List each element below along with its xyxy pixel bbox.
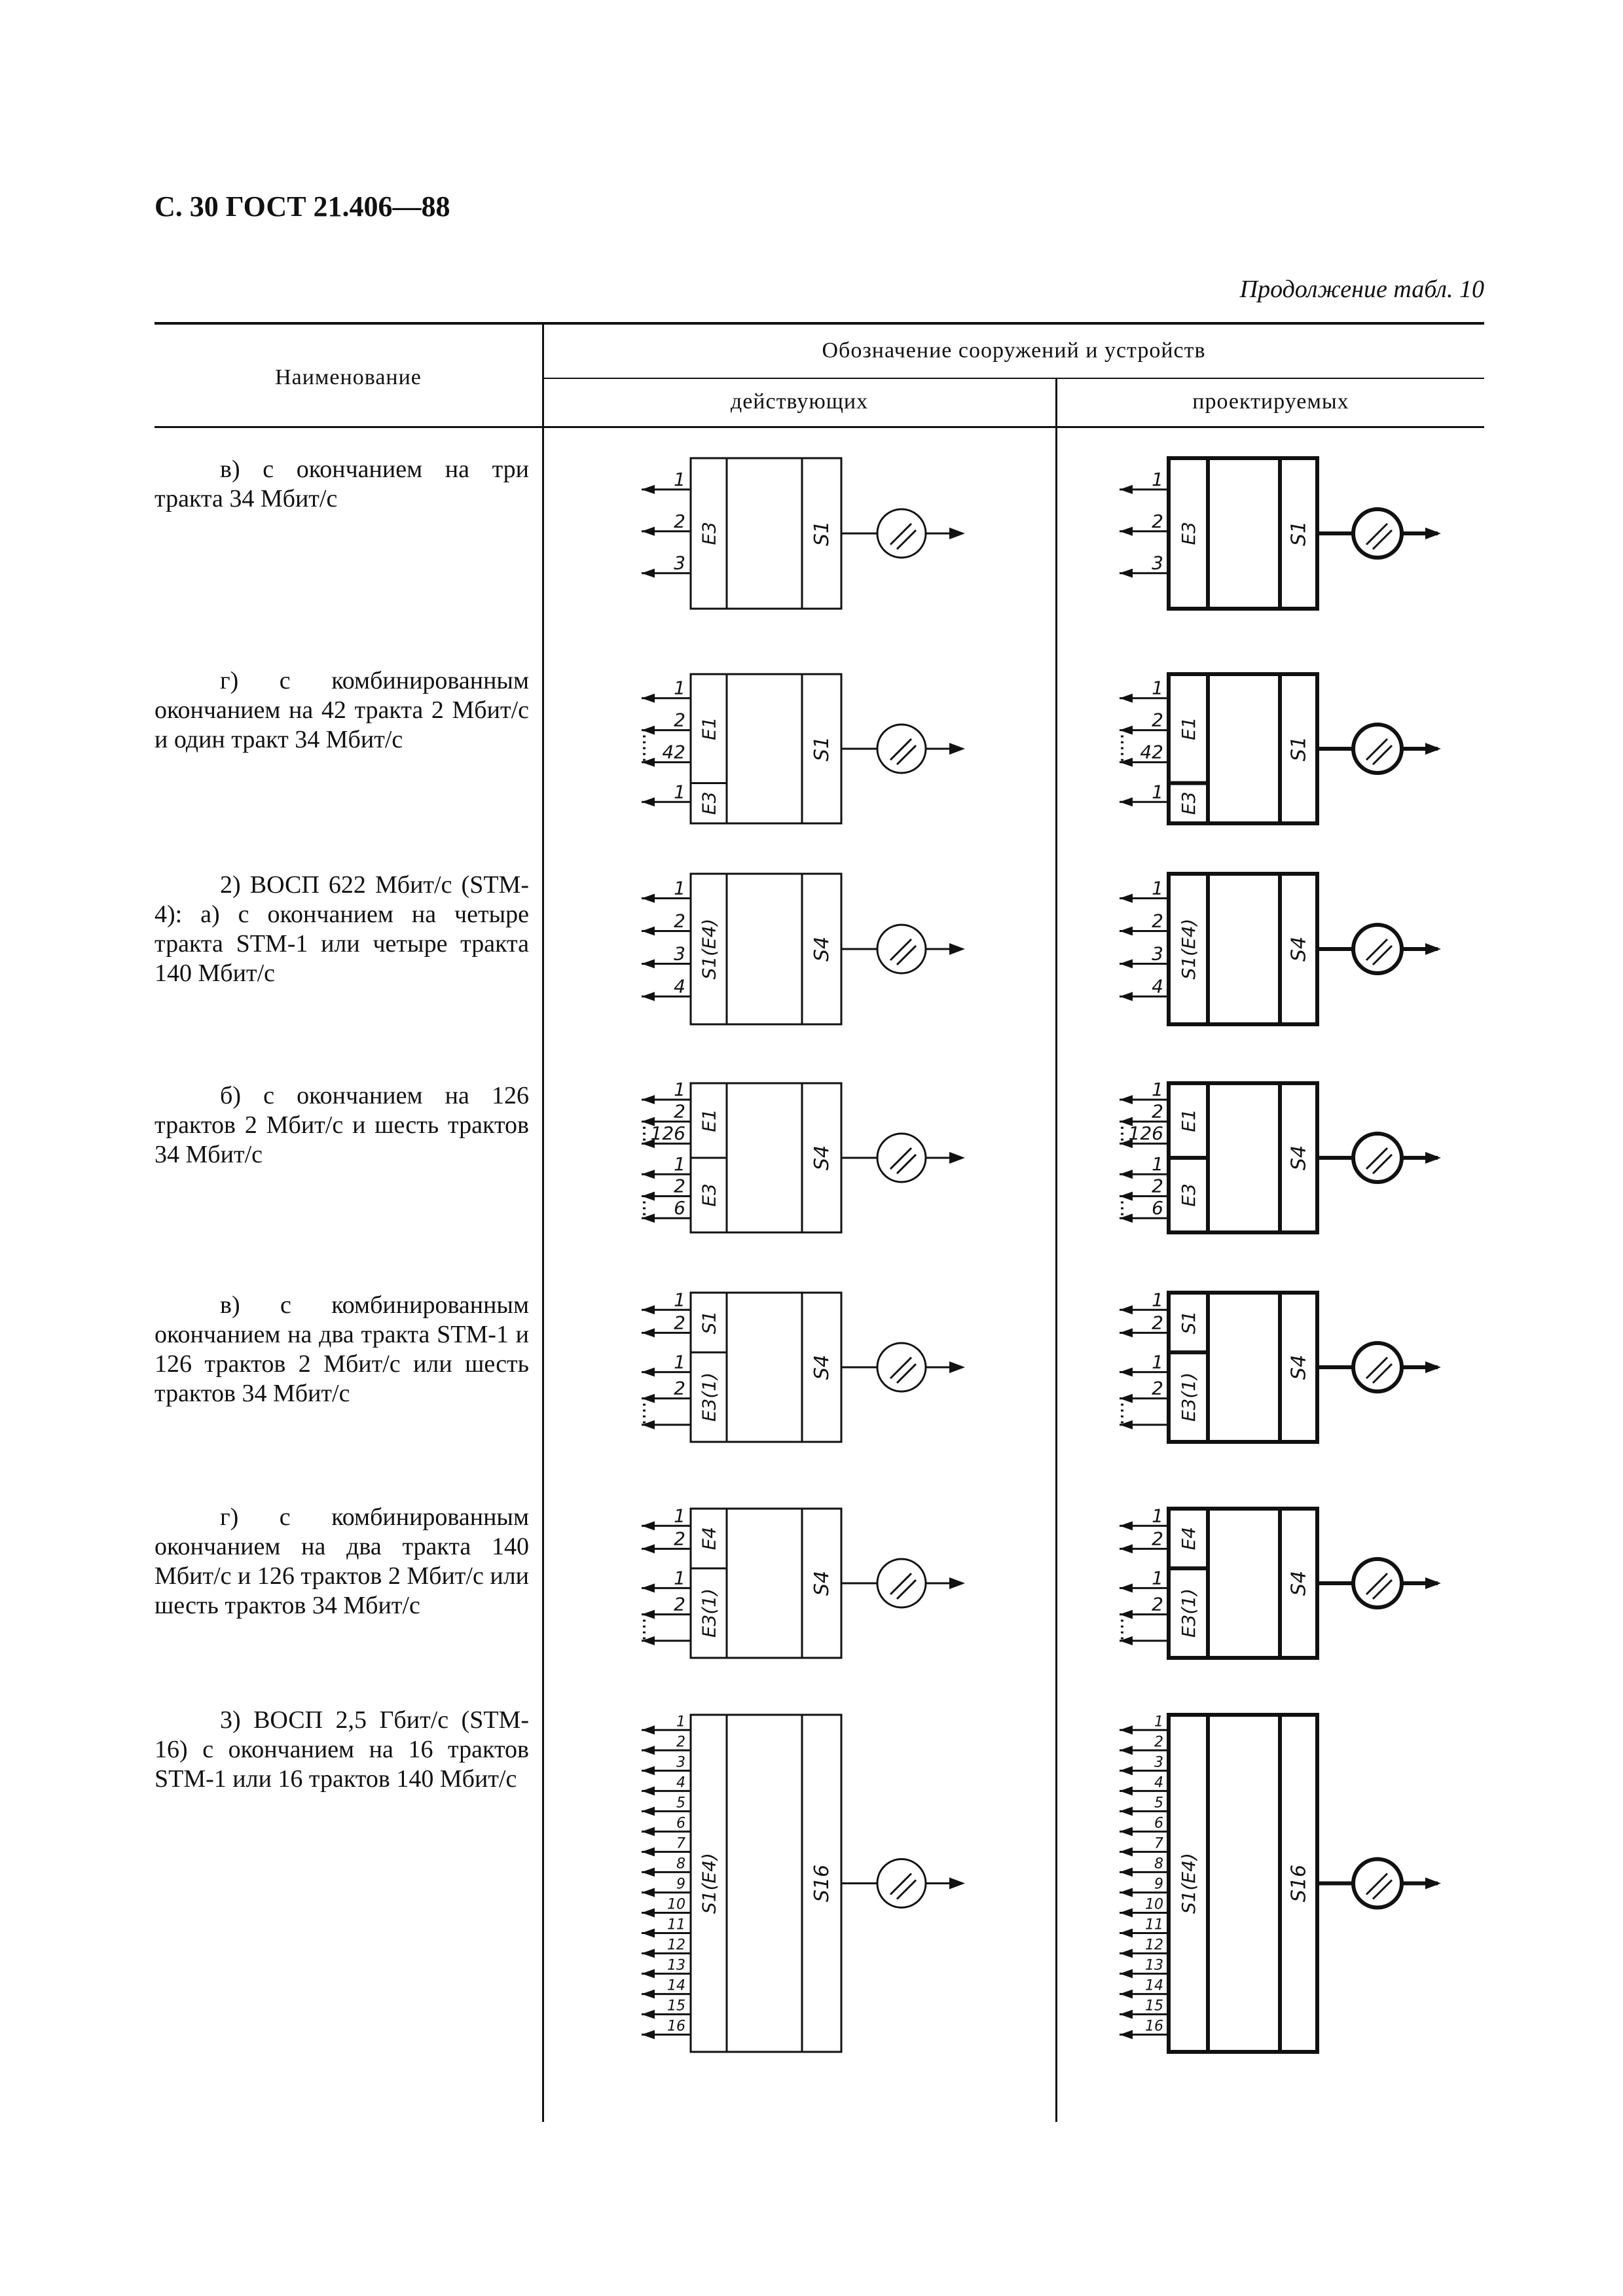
port-arrowhead	[1120, 1170, 1133, 1179]
port-arrowhead	[1120, 1949, 1133, 1958]
port-number: 4	[1152, 975, 1163, 997]
port-number: 1	[676, 1713, 685, 1731]
symbol-existing-row-6	[642, 1505, 965, 1658]
port-arrowhead	[1120, 960, 1133, 969]
port-arrowhead	[642, 1328, 655, 1337]
symbol-existing-row-4	[642, 1079, 965, 1232]
block-label: E3	[1178, 791, 1199, 815]
port-number: 8	[676, 1856, 685, 1873]
output-arrowhead	[1425, 528, 1441, 539]
optical-arrow	[1373, 1364, 1392, 1383]
port-number: 7	[676, 1835, 685, 1852]
optical-arrow	[897, 1364, 916, 1383]
port-number: 12	[667, 1937, 685, 1954]
port-number: 1	[674, 1289, 685, 1311]
port-number: 1	[1152, 1351, 1163, 1373]
port-number: 1	[1152, 468, 1163, 490]
port-arrowhead	[1120, 992, 1133, 1001]
block-label: E1	[698, 1109, 720, 1132]
block-label: E1	[1178, 1109, 1199, 1132]
output-arrowhead	[949, 943, 965, 955]
optical-arrow	[1366, 739, 1387, 760]
port-arrowhead	[1120, 1908, 1133, 1917]
block-label: S1(E4)	[698, 918, 720, 980]
port-number: 2	[1152, 1528, 1163, 1550]
port-arrowhead	[642, 1610, 655, 1619]
port-arrowhead	[1120, 694, 1133, 703]
port-arrowhead	[1120, 1990, 1133, 1999]
port-arrowhead	[642, 1888, 655, 1897]
port-arrowhead	[642, 1544, 655, 1553]
symbol-existing-row-5	[642, 1289, 965, 1442]
optical-arrow	[1373, 745, 1392, 764]
port-arrowhead	[1120, 485, 1133, 494]
port-number: 9	[676, 1876, 685, 1893]
port-arrowhead	[642, 1929, 655, 1938]
port-arrowhead	[1120, 1969, 1133, 1979]
right-section-label: S4	[811, 1145, 833, 1171]
port-number: 1	[674, 1505, 685, 1527]
port-arrowhead	[1120, 1367, 1133, 1376]
right-section-label: S4	[1287, 1570, 1311, 1596]
optical-arrow	[1366, 939, 1387, 960]
right-section-label: S1	[1287, 736, 1311, 762]
port-arrowhead	[642, 1170, 655, 1179]
header-name: Наименование	[275, 365, 422, 389]
port-arrowhead	[1120, 1725, 1133, 1734]
port-number: 1	[674, 877, 685, 899]
port-arrowhead	[1120, 1766, 1133, 1775]
port-arrowhead	[1120, 1192, 1133, 1201]
port-number: 1	[1152, 1079, 1163, 1101]
output-arrowhead	[1425, 1361, 1441, 1373]
port-number: 3	[1154, 1754, 1163, 1771]
port-arrowhead	[642, 1746, 655, 1755]
optical-arrow	[897, 530, 916, 549]
port-number: 2	[1152, 1100, 1163, 1122]
port-arrowhead	[642, 485, 655, 494]
port-arrowhead	[642, 726, 655, 735]
port-number: 3	[674, 942, 685, 965]
port-number: 1	[674, 1153, 685, 1175]
port-number: 126	[1128, 1122, 1163, 1145]
optical-arrow	[890, 739, 911, 760]
port-number: 16	[667, 2018, 685, 2035]
block-label: E3	[1178, 522, 1199, 545]
port-arrowhead	[642, 1394, 655, 1403]
symbol-designed-row-4	[1120, 1079, 1441, 1232]
optical-arrow	[897, 946, 916, 965]
row-text: 3) ВОСП 2,5 Гбит/с (STM-16) с окончанием на 16 трактов STM-1 или 16 трактов 140 Мбит/с	[155, 1706, 529, 1793]
port-number: 1	[1152, 1567, 1163, 1589]
port-number: 1	[1152, 1289, 1163, 1311]
port-number: 2	[1152, 1593, 1163, 1615]
port-number: 2	[674, 910, 685, 932]
optical-arrow	[1373, 1155, 1392, 1174]
block-label: E1	[698, 717, 720, 740]
port-arrowhead	[642, 1990, 655, 1999]
symbol-designed-row-1	[1120, 458, 1441, 609]
port-arrowhead	[642, 1521, 655, 1530]
block-label: E3	[698, 791, 720, 815]
port-arrowhead	[642, 1192, 655, 1201]
port-arrowhead	[642, 1786, 655, 1795]
port-number: 6	[676, 1815, 685, 1832]
port-number: 10	[1145, 1896, 1163, 1913]
port-number: 15	[667, 1998, 685, 2015]
port-number: 2	[1152, 910, 1163, 932]
port-number: 2	[1152, 1377, 1163, 1399]
port-number: 9	[1154, 1876, 1163, 1893]
right-section-label: S4	[811, 1354, 833, 1380]
optical-arrow	[1366, 1148, 1387, 1169]
port-number: 1	[1152, 1505, 1163, 1527]
port-arrowhead	[642, 2030, 655, 2039]
port-arrowhead	[1120, 1095, 1133, 1104]
row-text: в) с комбинированным окончанием на два тракта STM-1 и 126 трактов 2 Мбит/с или шесть трактов 34 Мбит/с	[155, 1291, 529, 1407]
right-section-label: S4	[1287, 1145, 1311, 1171]
port-number: 6	[1154, 1815, 1163, 1832]
optical-arrow	[890, 524, 911, 545]
port-number: 1	[1152, 877, 1163, 899]
port-arrowhead	[642, 1827, 655, 1836]
port-arrowhead	[1120, 1806, 1133, 1816]
port-arrowhead	[1120, 927, 1133, 936]
port-arrowhead	[642, 1847, 655, 1856]
block-label: S1(E4)	[698, 1853, 720, 1914]
table-continuation-label: Продолжение табл. 10	[1239, 276, 1484, 303]
port-arrowhead	[642, 1908, 655, 1917]
port-arrowhead	[1120, 1521, 1133, 1530]
port-number: 3	[676, 1754, 685, 1771]
port-number: 2	[674, 709, 685, 731]
optical-arrow	[1373, 946, 1392, 965]
output-arrowhead	[949, 1878, 965, 1890]
port-arrowhead	[642, 694, 655, 703]
port-arrowhead	[642, 1095, 655, 1104]
port-arrowhead	[1120, 2030, 1133, 2039]
port-number: 8	[1154, 1856, 1163, 1873]
port-arrowhead	[642, 2010, 655, 2019]
port-arrowhead	[1120, 1847, 1133, 1856]
port-arrowhead	[642, 797, 655, 806]
port-arrowhead	[642, 927, 655, 936]
output-arrowhead	[1425, 943, 1441, 955]
port-arrowhead	[642, 1806, 655, 1816]
port-arrowhead	[1120, 2010, 1133, 2019]
port-arrowhead	[1120, 1867, 1133, 1876]
port-number: 5	[1154, 1795, 1163, 1812]
port-number: 2	[1152, 510, 1163, 532]
port-arrowhead	[1120, 726, 1133, 735]
port-arrowhead	[1120, 894, 1133, 903]
port-number: 3	[674, 552, 685, 574]
symbol-designed-row-3	[1120, 874, 1441, 1024]
header-existing: действующих	[730, 389, 869, 414]
port-number: 3	[1152, 552, 1163, 574]
port-arrowhead	[642, 1305, 655, 1314]
right-section-label: S4	[811, 1570, 833, 1596]
port-arrowhead	[1120, 1827, 1133, 1836]
right-section-label: S1	[811, 520, 833, 547]
port-number: 2	[674, 510, 685, 532]
port-number: 1	[1152, 677, 1163, 699]
block-label: S1(E4)	[1178, 1853, 1199, 1914]
port-number: 1	[674, 677, 685, 699]
optical-arrow	[1373, 530, 1392, 549]
block-label: S1(E4)	[1178, 918, 1199, 980]
optical-arrow	[1366, 1573, 1387, 1594]
port-number: 13	[667, 1957, 685, 1974]
symbol-existing-row-7	[642, 1713, 965, 2052]
port-arrowhead	[642, 569, 655, 578]
right-section-label: S4	[811, 936, 833, 962]
port-number: 1	[674, 1079, 685, 1101]
port-number: 4	[1154, 1774, 1163, 1791]
port-number: 2	[1152, 709, 1163, 731]
port-number: 2	[674, 1100, 685, 1122]
block-label: E3	[1178, 1183, 1199, 1207]
port-number: 2	[676, 1734, 685, 1751]
port-arrowhead	[642, 1583, 655, 1592]
port-arrowhead	[1120, 1610, 1133, 1619]
port-number: 11	[1145, 1916, 1163, 1933]
block-label: E3	[698, 1183, 720, 1207]
port-arrowhead	[1120, 1394, 1133, 1403]
port-arrowhead	[642, 1725, 655, 1734]
right-section-label: S16	[811, 1864, 833, 1903]
row-text: б) с окончанием на 126 трактов 2 Мбит/с и шесть трактов 34 Мбит/с	[155, 1082, 529, 1168]
port-arrowhead	[642, 1367, 655, 1376]
port-number: 15	[1145, 1998, 1163, 2015]
block-label: E3(1)	[698, 1588, 720, 1638]
port-arrowhead	[642, 1766, 655, 1775]
optical-arrow	[897, 1580, 916, 1599]
port-number: 2	[1152, 1312, 1163, 1334]
symbol-existing-row-1	[642, 458, 965, 609]
block-label: E3(1)	[1178, 1372, 1199, 1422]
port-number: 5	[676, 1795, 685, 1812]
optical-arrow	[890, 1148, 911, 1169]
port-arrowhead	[1120, 569, 1133, 578]
port-arrowhead	[642, 1949, 655, 1958]
port-arrowhead	[642, 960, 655, 969]
port-arrowhead	[1120, 1888, 1133, 1897]
port-arrowhead	[1120, 1746, 1133, 1755]
header-designed: проектируемых	[1192, 389, 1349, 414]
port-number: 6	[674, 1197, 685, 1219]
port-arrowhead	[642, 894, 655, 903]
port-number: 126	[650, 1122, 685, 1145]
block-label: E3	[698, 522, 720, 545]
port-arrowhead	[642, 1969, 655, 1979]
optical-arrow	[1366, 1357, 1387, 1378]
row-text: г) с комбинированным окончанием на 42 тракта 2 Мбит/с и один тракт 34 Мбит/с	[155, 667, 529, 753]
output-arrowhead	[949, 1577, 965, 1589]
port-number: 2	[674, 1377, 685, 1399]
output-arrowhead	[949, 743, 965, 755]
block-label: E1	[1178, 717, 1199, 740]
optical-arrow	[1366, 1874, 1387, 1895]
symbol-existing-row-3	[642, 874, 965, 1024]
block-label: E3(1)	[698, 1372, 720, 1422]
port-number: 7	[1154, 1835, 1163, 1852]
port-number: 2	[674, 1593, 685, 1615]
right-section-label: S4	[1287, 1354, 1311, 1380]
optical-arrow	[890, 1573, 911, 1594]
port-number: 1	[674, 468, 685, 490]
output-arrowhead	[1425, 1577, 1441, 1589]
optical-arrow	[890, 1874, 911, 1895]
output-arrowhead	[1425, 1152, 1441, 1164]
port-arrowhead	[1120, 1328, 1133, 1337]
block-label: E3(1)	[1178, 1588, 1199, 1638]
port-arrowhead	[1120, 797, 1133, 806]
port-number: 13	[1145, 1957, 1163, 1974]
output-arrowhead	[1425, 1878, 1441, 1890]
port-arrowhead	[1120, 1305, 1133, 1314]
optical-arrow	[1373, 1580, 1392, 1599]
optical-arrow	[1373, 1880, 1392, 1899]
port-number: 42	[1140, 741, 1163, 763]
block-label: S1	[1178, 1310, 1199, 1335]
block-label: E4	[698, 1526, 720, 1551]
output-arrowhead	[949, 1361, 965, 1373]
port-arrowhead	[1120, 1786, 1133, 1795]
port-number: 2	[674, 1175, 685, 1197]
port-number: 2	[1152, 1175, 1163, 1197]
output-arrowhead	[1425, 743, 1441, 755]
port-number: 2	[674, 1312, 685, 1334]
port-arrowhead	[1120, 1929, 1133, 1938]
port-number: 14	[667, 1977, 685, 1994]
port-number: 4	[676, 1774, 685, 1791]
port-number: 10	[667, 1896, 685, 1913]
port-arrowhead	[642, 992, 655, 1001]
port-number: 2	[674, 1528, 685, 1550]
output-arrowhead	[949, 528, 965, 539]
port-arrowhead	[642, 527, 655, 536]
port-arrowhead	[1120, 1544, 1133, 1553]
port-number: 1	[1152, 781, 1163, 803]
right-section-label: S4	[1287, 936, 1311, 962]
port-arrowhead	[642, 1867, 655, 1876]
right-section-label: S1	[1287, 520, 1311, 547]
port-number: 1	[1154, 1713, 1163, 1731]
port-number: 2	[1154, 1734, 1163, 1751]
port-arrowhead	[1120, 1583, 1133, 1592]
row-text: в) с окончанием на три тракта 34 Мбит/с	[155, 456, 529, 512]
port-arrowhead	[1120, 527, 1133, 536]
optical-arrow	[897, 1155, 916, 1174]
port-number: 16	[1145, 2018, 1163, 2035]
port-number: 4	[674, 975, 685, 997]
optical-arrow	[890, 1357, 911, 1378]
port-number: 42	[662, 741, 685, 763]
page-header: С. 30 ГОСТ 21.406—88	[155, 190, 450, 223]
symbol-designed-row-5	[1120, 1289, 1441, 1442]
optical-arrow	[897, 745, 916, 764]
port-number: 1	[674, 1567, 685, 1589]
port-number: 1	[674, 781, 685, 803]
port-number: 11	[667, 1916, 685, 1933]
port-number: 14	[1145, 1977, 1163, 1994]
output-arrowhead	[949, 1152, 965, 1164]
right-section-label: S16	[1287, 1864, 1311, 1903]
header-designation: Обозначение сооружений и устройств	[822, 338, 1206, 363]
optical-arrow	[890, 939, 911, 960]
row-text: г) с комбинированным окончанием на два тракта 140 Мбит/с и 126 трактов 2 Мбит/с или шесть трактов 34 Мбит/с	[155, 1503, 529, 1619]
port-number: 3	[1152, 942, 1163, 965]
port-number: 12	[1145, 1937, 1163, 1954]
right-section-label: S1	[811, 736, 833, 762]
symbol-designed-row-7	[1120, 1713, 1441, 2052]
block-label: E4	[1178, 1526, 1199, 1551]
symbol-designed-row-2	[1120, 674, 1441, 823]
port-number: 1	[1152, 1153, 1163, 1175]
symbol-existing-row-2	[642, 674, 965, 823]
optical-arrow	[897, 1880, 916, 1899]
row-text: 2) ВОСП 622 Мбит/с (STM-4): а) с окончанием на четыре тракта STM-1 или четыре тракта 140 Мбит/с	[155, 871, 529, 987]
symbol-designed-row-6	[1120, 1505, 1441, 1658]
optical-arrow	[1366, 524, 1387, 545]
port-number: 6	[1152, 1197, 1163, 1219]
port-number: 1	[674, 1351, 685, 1373]
block-label: S1	[698, 1310, 720, 1335]
